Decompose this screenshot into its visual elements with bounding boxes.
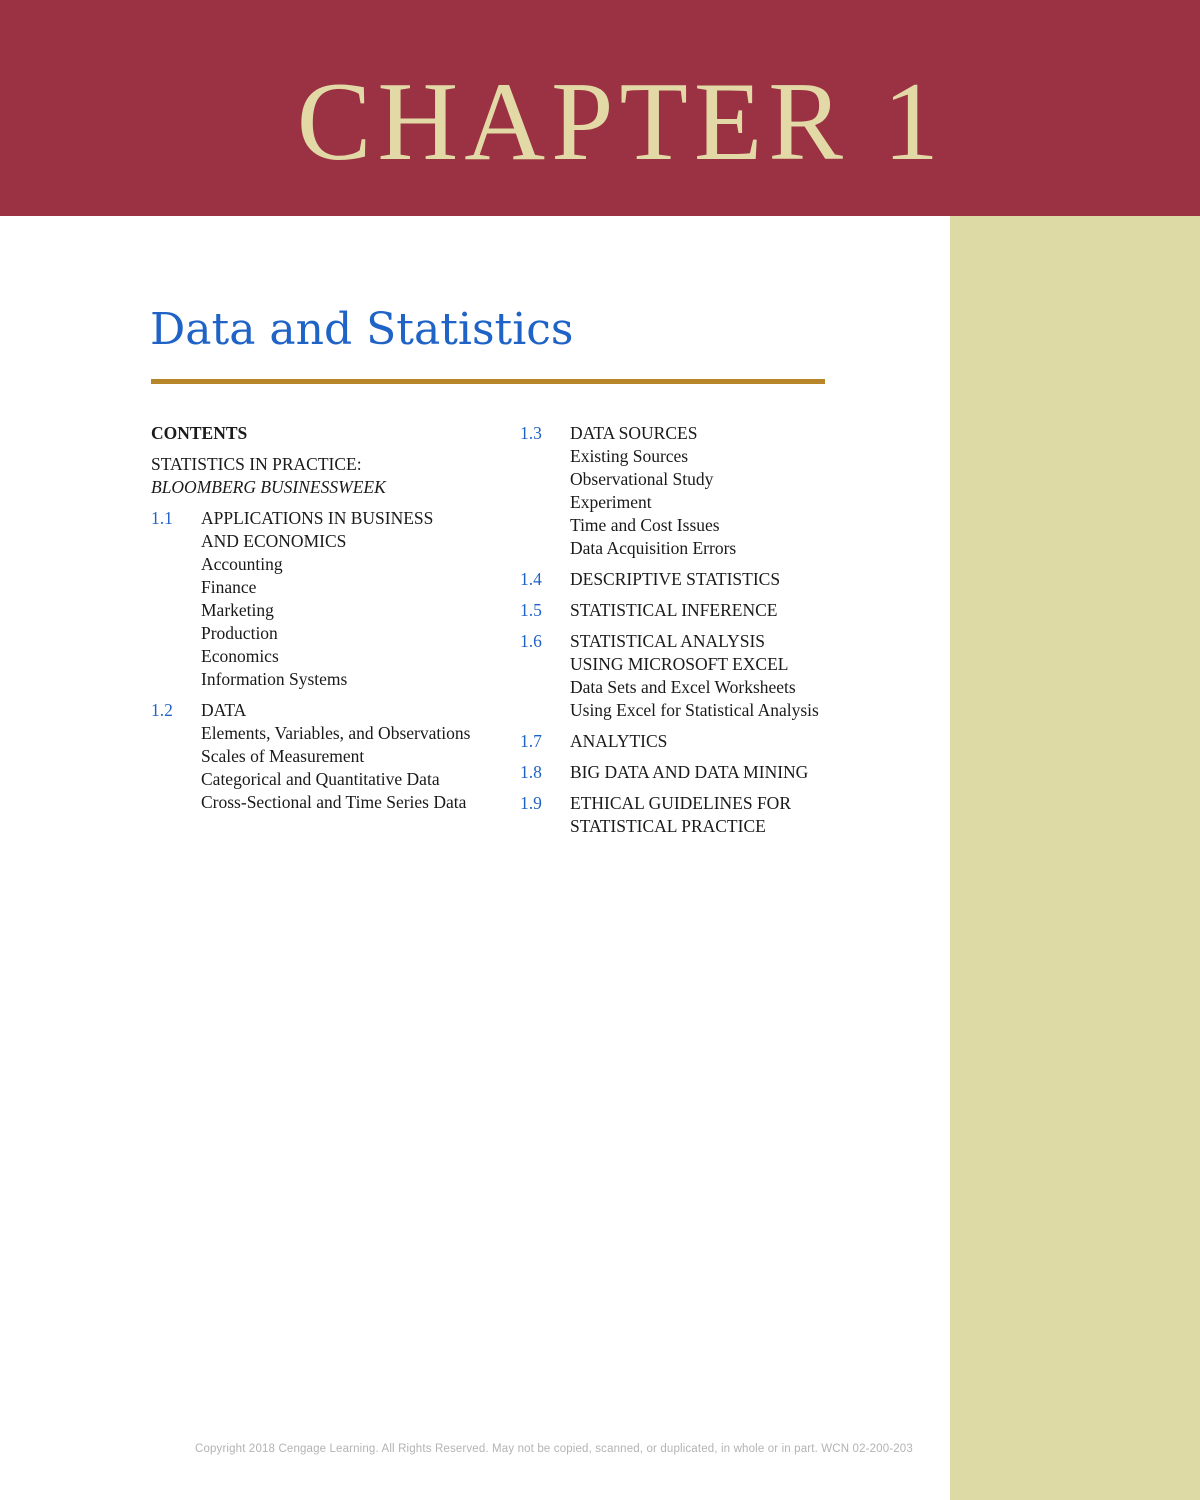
- toc-section: [520, 730, 850, 753]
- toc-section: [520, 599, 850, 622]
- toc-section: [151, 507, 496, 691]
- section-title: ETHICAL GUIDELINES FOR STATISTICAL PRACTICE: [570, 793, 791, 836]
- toc-section: [520, 422, 850, 560]
- section-number: 1.9: [520, 793, 542, 813]
- section-number: 1.4: [520, 569, 542, 589]
- title-divider-rule: [151, 379, 825, 384]
- decorative-side-band: [950, 216, 1200, 1500]
- left-section-list: [151, 507, 496, 814]
- subsection-item: Categorical and Quantitative Data: [201, 769, 440, 789]
- section-number: 1.3: [520, 423, 542, 443]
- subsection-item: Accounting: [201, 554, 283, 574]
- subsection-item: Using Excel for Statistical Analysis: [570, 700, 819, 720]
- contents-right-column: [520, 422, 850, 846]
- subsection-item: Scales of Measurement: [201, 746, 365, 766]
- section-title: APPLICATIONS IN BUSINESS AND ECONOMICS: [201, 508, 434, 551]
- chapter-header-band: [0, 0, 1200, 216]
- section-title: DESCRIPTIVE STATISTICS: [570, 569, 781, 589]
- contents-label: CONTENTS: [151, 423, 248, 443]
- subsection-item: Existing Sources: [570, 446, 689, 466]
- subsection-item: Data Sets and Excel Worksheets: [570, 677, 796, 697]
- subsection-item: Data Acquisition Errors: [570, 538, 737, 558]
- toc-section: [520, 630, 850, 722]
- statistics-in-practice: [151, 453, 496, 499]
- right-section-list: [520, 422, 850, 838]
- section-number: 1.6: [520, 631, 542, 651]
- section-title: DATA: [201, 700, 247, 720]
- section-title: STATISTICAL ANALYSIS USING MICROSOFT EXCEL: [570, 631, 789, 674]
- section-title: BIG DATA AND DATA MINING: [570, 762, 809, 782]
- toc-section: [151, 699, 496, 814]
- section-number: 1.1: [151, 508, 173, 528]
- toc-section: [520, 792, 850, 838]
- section-title: STATISTICAL INFERENCE: [570, 600, 778, 620]
- section-number: 1.8: [520, 762, 542, 782]
- practice-subject: BLOOMBERG BUSINESSWEEK: [151, 477, 386, 497]
- practice-heading: STATISTICS IN PRACTICE:: [151, 454, 362, 474]
- chapter-title: Data and Statistics: [150, 304, 574, 355]
- section-number: 1.5: [520, 600, 542, 620]
- subsection-item: Observational Study: [570, 469, 714, 489]
- section-title: DATA SOURCES: [570, 423, 698, 443]
- subsection-item: Marketing: [201, 600, 274, 620]
- toc-section: [520, 761, 850, 784]
- chapter-number-heading: CHAPTER 1: [296, 60, 945, 184]
- subsection-item: Cross-Sectional and Time Series Data: [201, 792, 467, 812]
- section-title: ANALYTICS: [570, 731, 668, 751]
- toc-section: [520, 568, 850, 591]
- subsection-item: Elements, Variables, and Observations: [201, 723, 471, 743]
- subsection-item: Information Systems: [201, 669, 348, 689]
- contents-left-column: [151, 422, 496, 822]
- subsection-item: Finance: [201, 577, 257, 597]
- subsection-item: Production: [201, 623, 278, 643]
- subsection-item: Experiment: [570, 492, 652, 512]
- section-number: 1.7: [520, 731, 542, 751]
- subsection-item: Economics: [201, 646, 279, 666]
- section-number: 1.2: [151, 700, 173, 720]
- copyright-footer: Copyright 2018 Cengage Learning. All Rights Reserved. May not be copied, scanned, or duplicated, in whole or in part. WCN 02-200-203: [195, 1443, 913, 1455]
- subsection-item: Time and Cost Issues: [570, 515, 720, 535]
